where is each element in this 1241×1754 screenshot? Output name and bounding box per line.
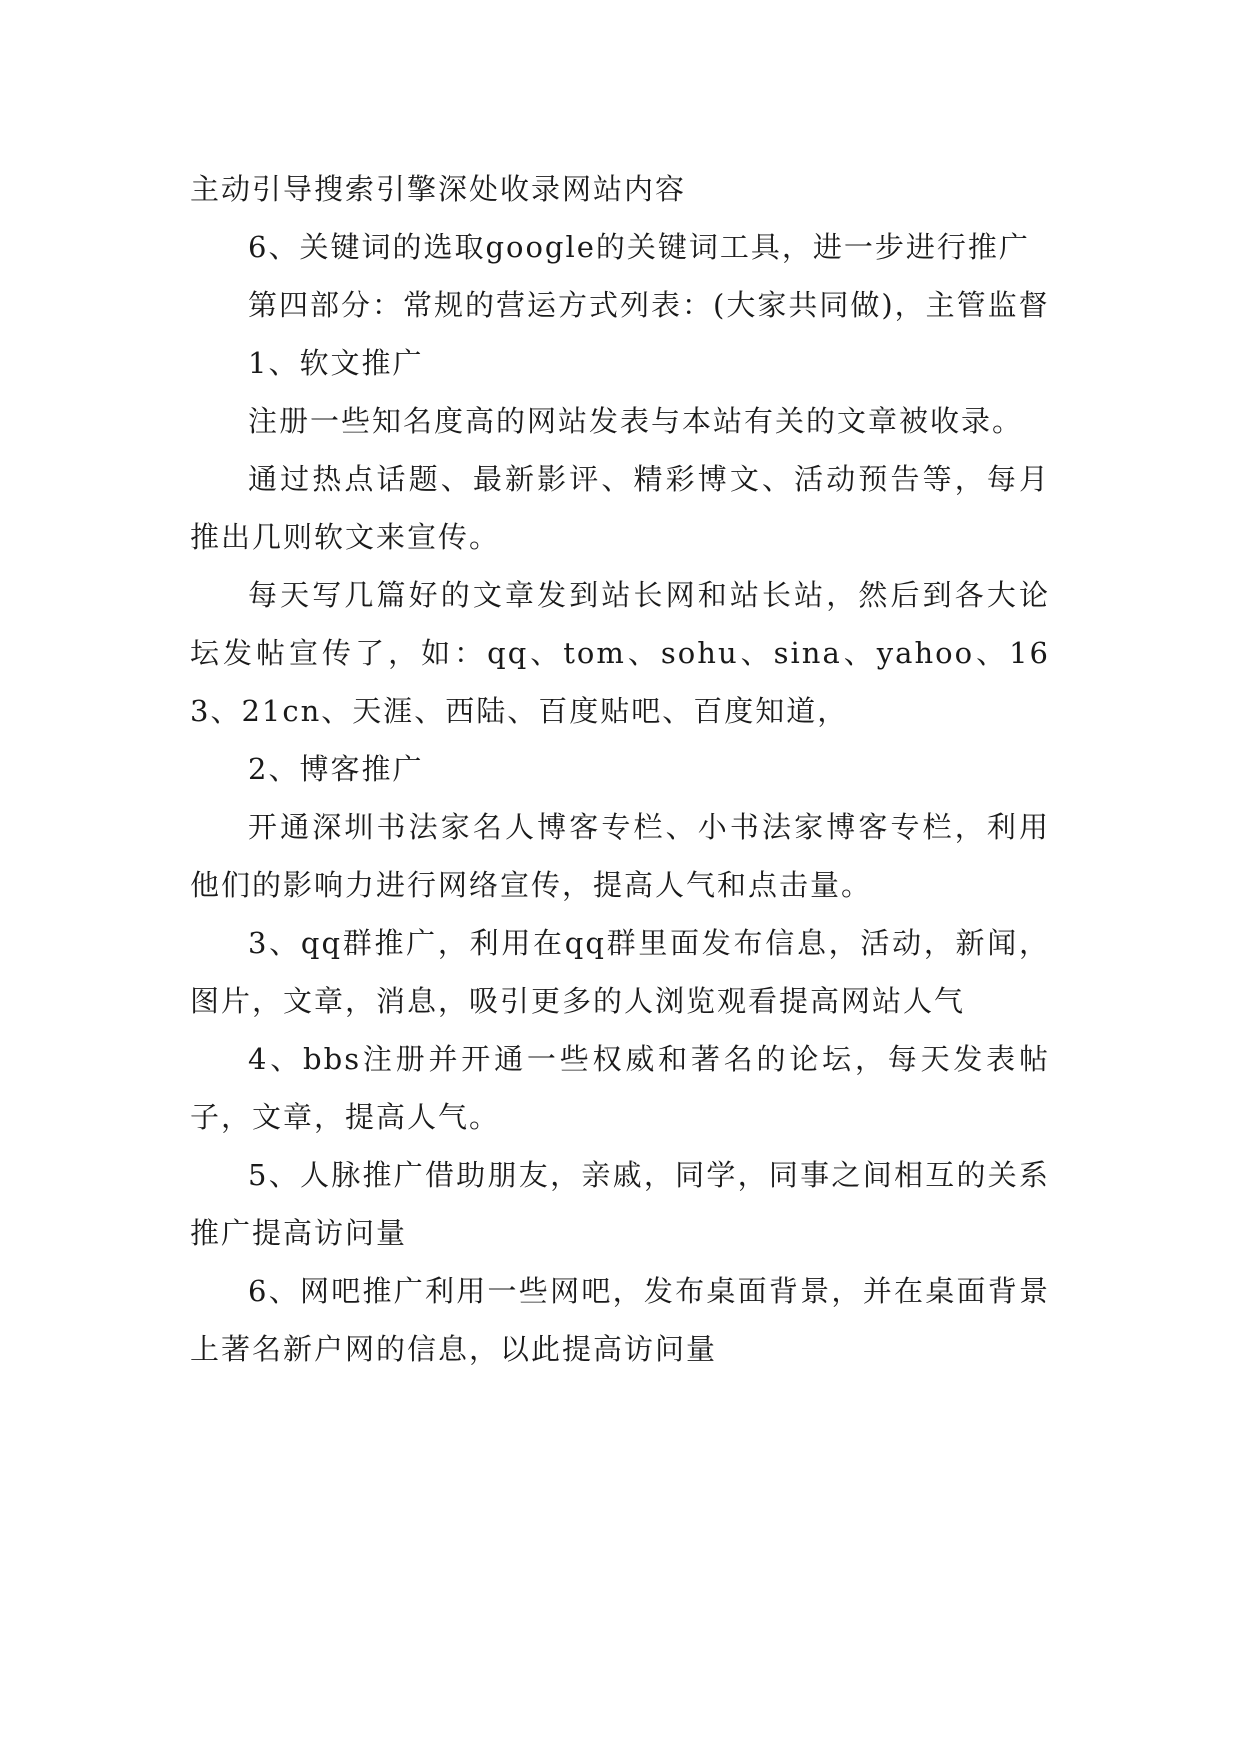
list-item: 5、人脉推广借助朋友，亲戚，同学，同事之间相互的关系推广提高访问量 bbox=[190, 1158, 1050, 1250]
paragraph: 通过热点话题、最新影评、精彩博文、活动预告等，每月推出几则软文来宣传。 bbox=[190, 462, 1050, 554]
paragraph: 开通深圳书法家名人博客专栏、小书法家博客专栏，利用他们的影响力进行网络宣传，提高人气和点击量。 bbox=[190, 810, 1050, 902]
paragraph: 注册一些知名度高的网站发表与本站有关的文章被收录。 bbox=[248, 404, 1024, 438]
paragraph: 每天写几篇好的文章发到站长网和站长站，然后到各大论坛发帖宣传了，如：qq、tom、sohu、sina、yahoo、163、21cn、天涯、西陆、百度贴吧、百度知道， bbox=[190, 578, 1050, 728]
section-heading: 第四部分：常规的营运方式列表：(大家共同做)，主管监督 bbox=[248, 288, 1050, 322]
list-item: 6、网吧推广利用一些网吧，发布桌面背景，并在桌面背景上著名新户网的信息，以此提高访问量 bbox=[190, 1274, 1050, 1366]
document-body bbox=[190, 160, 1050, 1378]
list-item: 3、qq群推广，利用在qq群里面发布信息，活动，新闻，图片，文章，消息，吸引更多的人浏览观看提高网站人气 bbox=[190, 926, 1050, 1018]
list-item-heading: 1、软文推广 bbox=[248, 346, 424, 380]
list-item: 4、bbs注册并开通一些权威和著名的论坛，每天发表帖子，文章，提高人气。 bbox=[190, 1042, 1050, 1134]
paragraph: 6、关键词的选取google的关键词工具，进一步进行推广 bbox=[248, 230, 1030, 264]
list-item-heading: 2、博客推广 bbox=[248, 752, 424, 786]
paragraph: 主动引导搜索引擎深处收录网站内容 bbox=[190, 172, 687, 206]
